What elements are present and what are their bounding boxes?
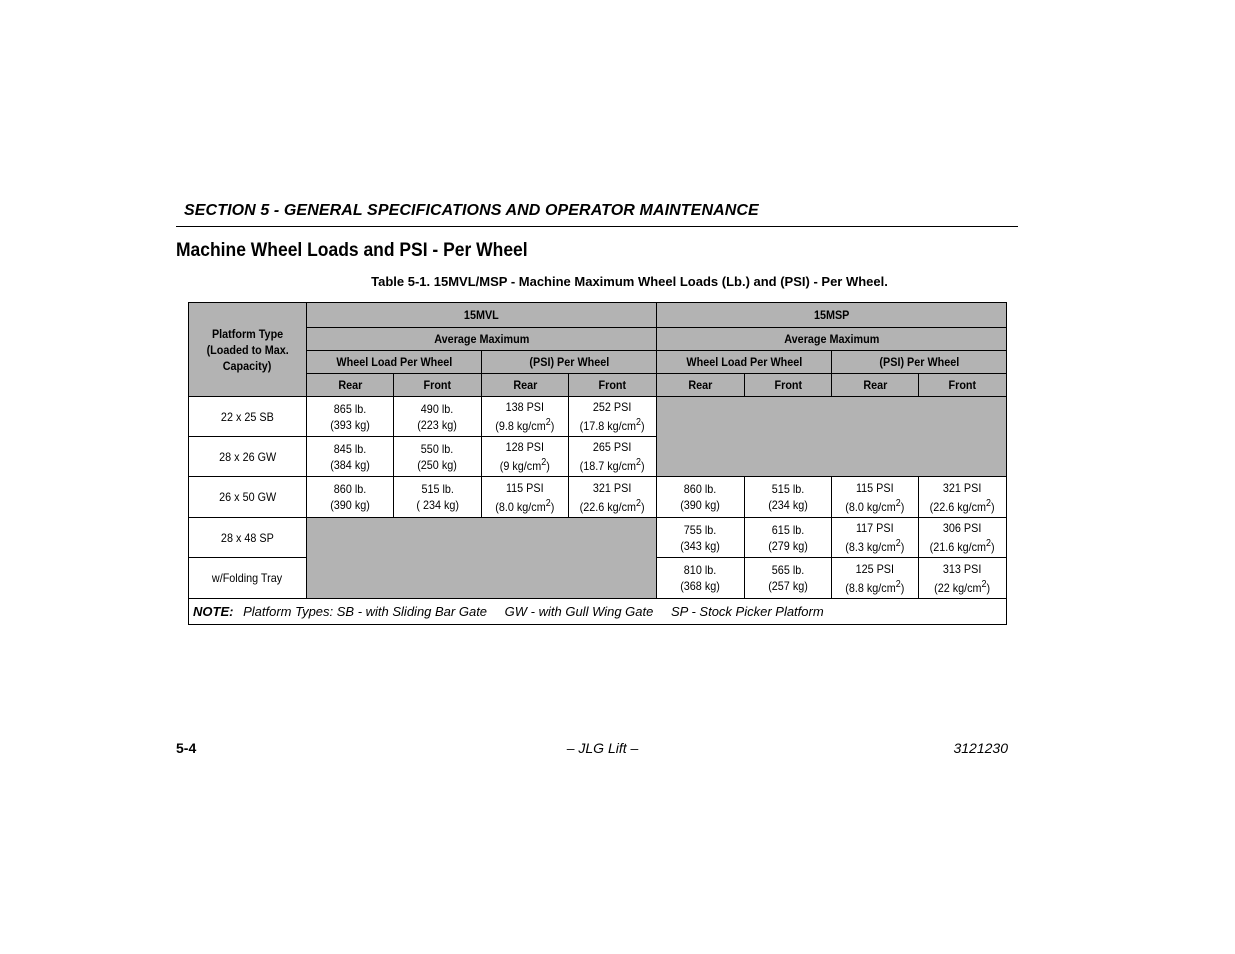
page-number: 5-4	[176, 740, 197, 756]
page-title: Machine Wheel Loads and PSI - Per Wheel	[176, 240, 528, 261]
platform-cell: w/Folding Tray	[189, 558, 307, 599]
value-cell: 515 lb. (234 kg)	[745, 477, 832, 518]
value-cell: 490 lb. (223 kg)	[394, 397, 482, 437]
value-cell: 810 lb. (368 kg)	[657, 558, 745, 599]
model-header-15mvl: 15MVL	[307, 303, 657, 328]
wheel-load-table	[188, 302, 1007, 625]
avg-max-header: Average Maximum	[307, 328, 657, 351]
rear-header: Rear	[657, 374, 745, 397]
document-number: 3121230	[953, 740, 1008, 756]
empty-shaded-cell	[307, 518, 657, 599]
footer-center-text: – JLG Lift –	[566, 740, 639, 756]
rear-header: Rear	[832, 374, 919, 397]
value-cell: 128 PSI (9 $kg/cm^2$)	[482, 437, 569, 477]
value-cell: 115 PSI (8.0 $kg/cm^2$)	[832, 477, 919, 518]
value-cell: 125 PSI (8.8 $kg/cm^2$)	[832, 558, 919, 599]
value-cell: 565 lb. (257 kg)	[745, 558, 832, 599]
platform-cell: 26 x 50 GW	[189, 477, 307, 518]
front-header: Front	[569, 374, 657, 397]
platform-cell: 22 x 25 SB	[189, 397, 307, 437]
platform-cell: 28 x 48 SP	[189, 518, 307, 558]
model-header-15msp: 15MSP	[657, 303, 1007, 328]
value-cell: 860 lb. (390 kg)	[307, 477, 394, 518]
note-item: GW - with Gull Wing Gate	[504, 603, 654, 619]
wheel-load-header: Wheel Load Per Wheel	[307, 351, 482, 374]
value-cell: 138 PSI (9.8 $kg/cm^2$)	[482, 397, 569, 437]
value-cell: 845 lb. (384 kg)	[307, 437, 394, 477]
front-header: Front	[919, 374, 1007, 397]
table-caption: Table 5-1. 15MVL/MSP - Machine Maximum Wheel Loads (Lb.) and (PSI) - Per Wheel.	[371, 274, 888, 289]
value-cell: 252 PSI (17.8 $kg/cm^2$)	[569, 397, 657, 437]
front-header: Front	[394, 374, 482, 397]
note-label: NOTE:	[193, 603, 234, 619]
psi-header: (PSI) Per Wheel	[482, 351, 657, 374]
table-note	[189, 599, 1007, 625]
table-row	[189, 477, 1007, 518]
front-header: Front	[745, 374, 832, 397]
value-cell: 515 lb. ( 234 kg)	[394, 477, 482, 518]
wheel-load-header: Wheel Load Per Wheel	[657, 351, 832, 374]
section-header: SECTION 5 - GENERAL SPECIFICATIONS AND OPERATOR MAINTENANCE	[184, 202, 759, 219]
value-cell: 860 lb. (390 kg)	[657, 477, 745, 518]
table-row	[189, 397, 1007, 437]
value-cell: 265 PSI (18.7 $kg/cm^2$)	[569, 437, 657, 477]
value-cell: 550 lb. (250 kg)	[394, 437, 482, 477]
note-item: SP - Stock Picker Platform	[671, 603, 824, 619]
value-cell: 115 PSI (8.0 $kg/cm^2$)	[482, 477, 569, 518]
avg-max-header: Average Maximum	[657, 328, 1007, 351]
value-cell: 117 PSI (8.3 $kg/cm^2$)	[832, 518, 919, 558]
header-rule	[176, 226, 1018, 227]
value-cell: 321 PSI (22.6 $kg/cm^2$)	[569, 477, 657, 518]
value-cell: 321 PSI (22.6 $kg/cm^2$)	[919, 477, 1007, 518]
value-cell: 313 PSI (22 $kg/cm^2$)	[919, 558, 1007, 599]
platform-type-header: Platform Type (Loaded to Max. Capacity)	[189, 303, 307, 397]
empty-shaded-cell	[657, 397, 1007, 477]
value-cell: 615 lb. (279 kg)	[745, 518, 832, 558]
value-cell: 306 PSI (21.6 $kg/cm^2$)	[919, 518, 1007, 558]
platform-cell: 28 x 26 GW	[189, 437, 307, 477]
note-item: Platform Types: SB - with Sliding Bar Gate	[243, 603, 488, 619]
psi-header: (PSI) Per Wheel	[832, 351, 1007, 374]
rear-header: Rear	[307, 374, 394, 397]
value-cell: 755 lb. (343 kg)	[657, 518, 745, 558]
rear-header: Rear	[482, 374, 569, 397]
value-cell: 865 lb. (393 kg)	[307, 397, 394, 437]
table-row	[189, 518, 1007, 558]
